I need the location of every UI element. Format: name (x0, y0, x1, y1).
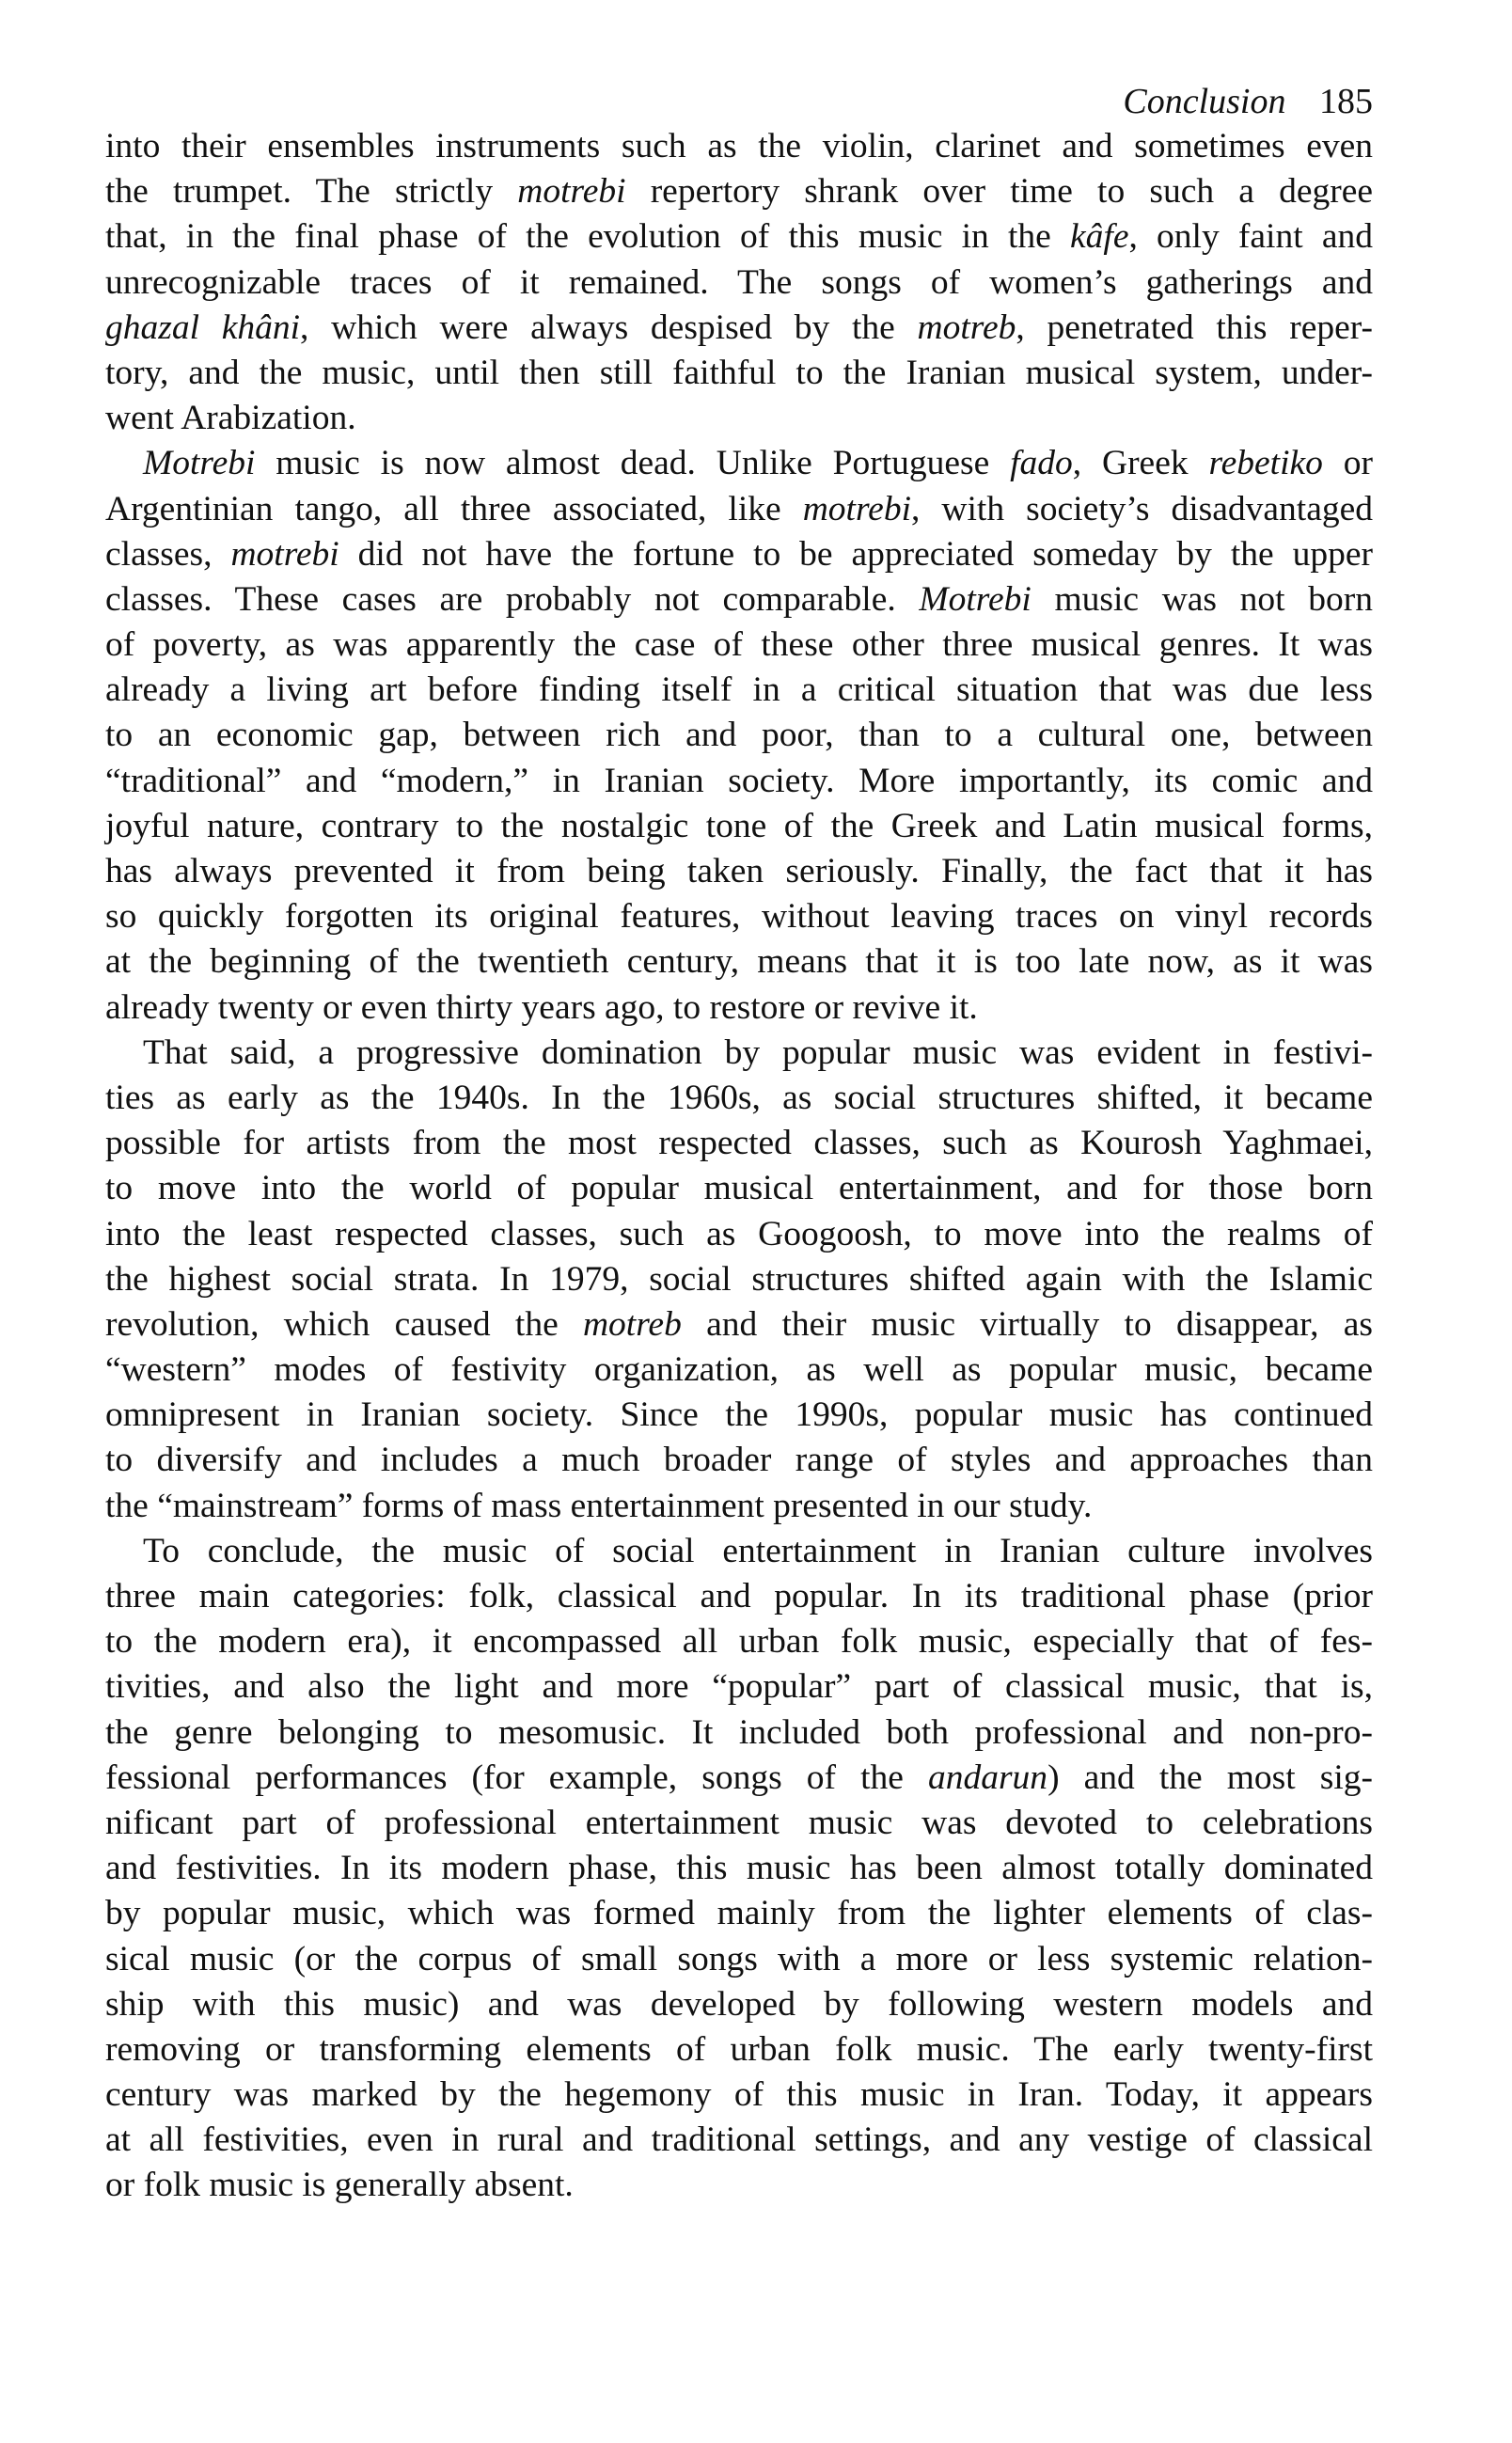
text-run: ) and the most sig- (1047, 1757, 1373, 1797)
text-line (105, 849, 1373, 894)
text-line (105, 939, 1373, 985)
text-run: joyful nature, contrary to the nostalgic tone of the Greek and Latin musical forms, (105, 806, 1373, 845)
text-run: that, in the final phase of the evolution of this music in the (105, 217, 1070, 257)
text-run: , with society’s disadvantaged (910, 489, 1373, 528)
text-run: tory, and the music, until then still faithful to the Iranian musical system, under- (105, 353, 1373, 392)
text-run: already a living art before finding itself in a critical situation that was due less (105, 670, 1373, 710)
text-line (105, 1212, 1373, 1257)
text-line (105, 1710, 1373, 1756)
paragraph (105, 1529, 1373, 2209)
text-run: sical music (or the corpus of small songs with a more or less systemic relation- (105, 1939, 1373, 1978)
text-line (105, 713, 1373, 758)
text-line (105, 894, 1373, 939)
text-run: revolution, which caused the (105, 1304, 583, 1344)
text-line (105, 1121, 1373, 1166)
text-run: of poverty, as was apparently the case of these other three musical genres. It was (105, 625, 1373, 665)
text-run: went Arabization. (105, 399, 356, 438)
text-line (105, 577, 1373, 623)
text-run: , only faint and (1128, 217, 1373, 257)
text-run: at the beginning of the twentieth century, means that it is too late now, as it was (105, 942, 1373, 982)
text-run: ties as early as the 1940s. In the 1960s, as social structures shifted, it became (105, 1078, 1373, 1117)
text-line (105, 1801, 1373, 1846)
text-run: fessional performances (for example, songs of the (105, 1757, 928, 1797)
text-run: and their music virtually to disappear, as (681, 1304, 1373, 1344)
text-run: nificant part of professional entertainment music was devoted to celebrations (105, 1803, 1373, 1842)
text-line (105, 1529, 1373, 1574)
text-line (105, 532, 1373, 577)
text-run: by popular music, which was formed mainly from the lighter elements of clas- (105, 1894, 1373, 1933)
text-run: classes, (105, 534, 231, 574)
text-run: music was not born (1031, 579, 1373, 619)
text-run: or folk music is generally absent. (105, 2166, 574, 2205)
text-line (105, 1393, 1373, 1438)
text-line (105, 1076, 1373, 1121)
italic-term: fado (1010, 444, 1073, 483)
text-line (105, 1619, 1373, 1664)
text-run: tivities, and also the light and more “popular” part of classical music, that is, (105, 1667, 1373, 1707)
italic-term: rebetiko (1208, 444, 1323, 483)
text-line (105, 804, 1373, 849)
text-run: Argentinian tango, all three associated, like (105, 489, 803, 528)
text-run: unrecognizable traces of it remained. The songs of women’s gatherings and (105, 262, 1373, 302)
text-line (105, 1664, 1373, 1710)
text-run: and festivities. In its modern phase, this music has been almost totally dominated (105, 1849, 1373, 1888)
text-line (105, 668, 1373, 713)
text-run: at all festivities, even in rural and traditional settings, and any vestige of classical (105, 2120, 1373, 2160)
text-run: repertory shrank over time to such a degree (625, 172, 1373, 212)
italic-term: motrebi (230, 534, 339, 574)
italic-term: ghazal khâni (105, 307, 301, 347)
text-run: the genre belonging to mesomusic. It included both professional and non-pro- (105, 1712, 1373, 1752)
italic-term: kâfe (1070, 217, 1129, 257)
text-line (105, 985, 1373, 1031)
paragraph (105, 124, 1373, 441)
text-line (105, 1438, 1373, 1483)
text-run: the “mainstream” forms of mass entertainment presented in our study. (105, 1486, 1093, 1525)
text-line (105, 351, 1373, 396)
text-run: into their ensembles instruments such as the violin, clarinet and sometimes even (105, 127, 1373, 165)
text-run: omnipresent in Iranian society. Since the 1990s, popular music has continued (105, 1395, 1373, 1435)
text-line (105, 441, 1373, 486)
text-run: already twenty or even thirty years ago, to restore or revive it. (105, 987, 978, 1027)
text-run: classes. These cases are probably not comparable. (105, 579, 920, 619)
text-line (105, 1166, 1373, 1211)
text-line (105, 1937, 1373, 1982)
text-line (105, 306, 1373, 351)
text-line (105, 124, 1373, 169)
text-line (105, 2163, 1373, 2208)
text-run: century was marked by the hegemony of this music in Iran. Today, it appears (105, 2075, 1373, 2115)
text-run: into the least respected classes, such as Googoosh, to move into the realms of (105, 1214, 1373, 1253)
text-line (105, 396, 1373, 441)
italic-term: andarun (927, 1757, 1048, 1797)
text-line (105, 759, 1373, 804)
text-run: to diversify and includes a much broader range of styles and approaches than (105, 1441, 1373, 1480)
text-run: to the modern era), it encompassed all urban folk music, especially that of fes- (105, 1622, 1373, 1662)
text-run: To conclude, the music of social entertainment in Iranian culture involves (143, 1531, 1373, 1570)
text-line (105, 623, 1373, 668)
text-run: , penetrated this reper- (1016, 307, 1373, 347)
text-run: three main categories: folk, classical and popular. In its traditional phase (prior (105, 1577, 1373, 1616)
text-line (105, 1257, 1373, 1302)
text-run: ship with this music) and was developed by following western models and (105, 1984, 1373, 2024)
text-run: removing or transforming elements of urban folk music. The early twenty-first (105, 2029, 1373, 2069)
text-run: to move into the world of popular musical entertainment, and for those born (105, 1169, 1373, 1208)
text-run: , which were always despised by the (300, 307, 918, 347)
text-line (105, 214, 1373, 260)
text-line (105, 169, 1373, 214)
text-run: or (1322, 444, 1373, 483)
text-line (105, 1484, 1373, 1529)
italic-term: Motrebi (143, 444, 256, 483)
paragraph (105, 441, 1373, 1030)
text-run: “western” modes of festivity organization, as well as popular music, became (105, 1350, 1373, 1390)
text-line (105, 2073, 1373, 2118)
text-run: That said, a progressive domination by popular music was evident in festivi- (143, 1032, 1373, 1072)
italic-term: motrebi (517, 172, 626, 212)
italic-term: Motrebi (919, 579, 1032, 619)
text-line (105, 1574, 1373, 1619)
text-line (105, 2118, 1373, 2163)
text-run: did not have the fortune to be appreciated someday by the upper (339, 534, 1373, 574)
text-line (105, 260, 1373, 306)
text-line (105, 1756, 1373, 1801)
text-line (105, 1031, 1373, 1076)
body-text (105, 124, 1373, 2209)
page-number: 185 (1319, 82, 1373, 121)
text-run: to an economic gap, between rich and poor, than to a cultural one, between (105, 716, 1373, 755)
text-run: the trumpet. The strictly (105, 172, 518, 212)
text-line (105, 1891, 1373, 1936)
text-run: , Greek (1072, 444, 1209, 483)
text-line (105, 1302, 1373, 1348)
text-run: the highest social strata. In 1979, social structures shifted again with the Islamic (105, 1259, 1373, 1299)
text-run: so quickly forgotten its original features, without leaving traces on vinyl records (105, 897, 1373, 937)
text-line (105, 1348, 1373, 1393)
italic-term: motreb (917, 307, 1016, 347)
text-run: “traditional” and “modern,” in Iranian society. More importantly, its comic and (105, 761, 1373, 800)
text-line (105, 487, 1373, 532)
running-head (1123, 81, 1373, 122)
chapter-title: Conclusion (1123, 82, 1286, 121)
text-run: possible for artists from the most respected classes, such as Kourosh Yaghmaei, (105, 1124, 1373, 1163)
text-run: has always prevented it from being taken seriously. Finally, the fact that it has (105, 852, 1373, 891)
italic-term: motreb (582, 1304, 682, 1344)
paragraph (105, 1031, 1373, 1529)
italic-term: motrebi (802, 489, 911, 528)
text-run: music is now almost dead. Unlike Portuguese (255, 444, 1011, 483)
text-line (105, 1982, 1373, 2027)
text-line (105, 2027, 1373, 2073)
text-line (105, 1846, 1373, 1891)
